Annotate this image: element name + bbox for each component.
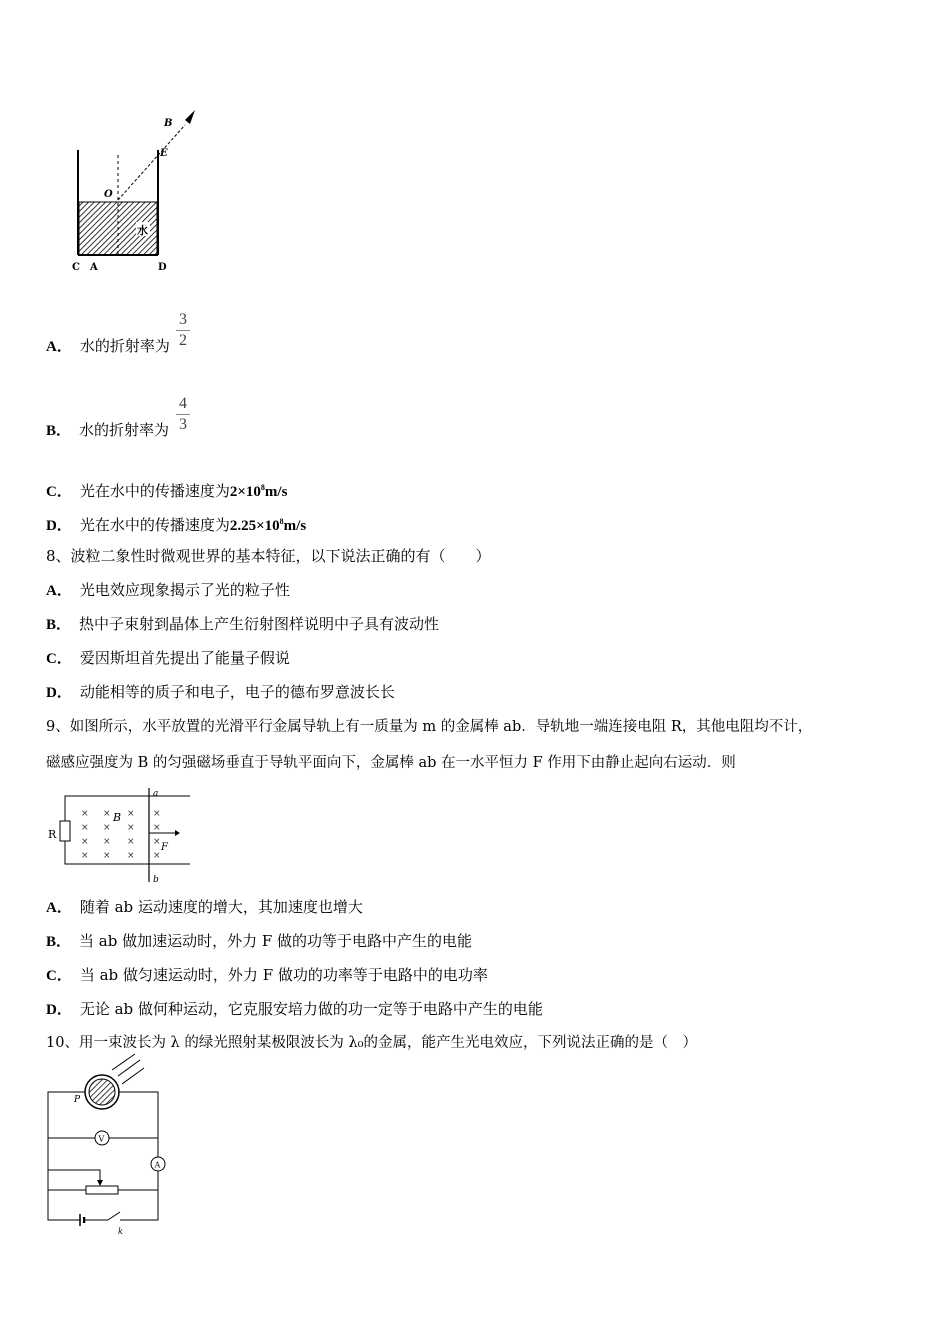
q9-option-b	[46, 931, 472, 952]
svg-text:×: ×	[81, 809, 89, 819]
photoelectric-circuit-figure	[40, 1062, 170, 1236]
label-P: P	[74, 1095, 81, 1105]
option-text: 光电效应现象揭示了光的粒子性	[79, 581, 290, 599]
q9-stem-line2: 磁感应强度为 B 的匀强磁场垂直于导轨平面向下，金属棒 ab 在一水平恒力 F 作用下由静止起向右运动．则	[46, 755, 736, 771]
label-a: a	[153, 789, 159, 799]
option-letter: C．	[46, 968, 72, 984]
q8-option-b	[46, 614, 439, 635]
svg-text:×: ×	[127, 823, 135, 833]
svg-text:×: ×	[103, 809, 111, 819]
svg-text:×: ×	[153, 851, 161, 861]
svg-text:×: ×	[153, 823, 161, 833]
svg-text:×: ×	[103, 837, 111, 847]
label-O: O	[104, 189, 113, 200]
magnetic-rail-figure	[45, 786, 195, 886]
option-letter: C．	[46, 651, 72, 667]
svg-text:×: ×	[127, 809, 135, 819]
option-text: 光在水中的传播速度为	[79, 482, 230, 500]
unit: m/s	[264, 484, 288, 500]
q7-option-d	[46, 512, 306, 536]
label-water: 水	[137, 224, 148, 237]
q9-option-d	[46, 999, 543, 1020]
svg-text:×: ×	[81, 837, 89, 847]
value: 2.25×10	[229, 518, 280, 534]
option-text: 无论 ab 做何种运动，它克服安培力做的功一定等于电路中产生的电能	[79, 1000, 543, 1018]
label-C: C	[72, 262, 80, 273]
option-text: 当 ab 做匀速运动时，外力 F 做功的功率等于电路中的电功率	[79, 966, 488, 984]
option-text: 水的折射率为	[79, 337, 170, 355]
svg-text:×: ×	[127, 837, 135, 847]
q7-option-c	[46, 478, 287, 502]
svg-text:×: ×	[103, 823, 111, 833]
unit: m/s	[283, 518, 307, 534]
q9-option-c	[46, 965, 488, 986]
option-letter: A．	[46, 583, 72, 599]
voltmeter-label: V	[98, 1134, 105, 1144]
fraction-3-2	[176, 310, 190, 351]
denominator: 2	[179, 332, 187, 349]
option-text: 热中子束射到晶体上产生衍射图样说明中子具有波动性	[79, 615, 440, 633]
q8-option-d	[46, 682, 395, 703]
svg-text:×: ×	[153, 837, 161, 847]
numerator: 3	[176, 310, 190, 331]
refraction-figure	[60, 100, 210, 275]
label-B: B	[113, 811, 122, 824]
svg-text:×: ×	[153, 809, 161, 819]
label-E: E	[160, 148, 168, 159]
option-letter: A．	[46, 900, 72, 916]
option-text: 随着 ab 运动速度的增大，其加速度也增大	[79, 898, 363, 916]
label-b: b	[153, 875, 159, 885]
q7-option-a	[46, 336, 170, 357]
svg-text:×: ×	[81, 823, 89, 833]
option-letter: D．	[46, 1002, 72, 1018]
svg-text:×: ×	[103, 851, 111, 861]
q8-option-a	[46, 580, 290, 601]
option-letter: C．	[46, 484, 72, 500]
option-letter: B．	[46, 423, 72, 439]
option-letter: A．	[46, 339, 72, 355]
exponent: 8	[260, 483, 265, 492]
option-text: 水的折射率为	[79, 421, 170, 439]
ammeter-label: A	[154, 1160, 161, 1170]
q9-stem-line1: 9、如图所示，水平放置的光滑平行金属导轨上有一质量为 m 的金属棒 ab．导轨地一端连接电阻 R，其他电阻均不计，	[46, 719, 813, 735]
option-text: 当 ab 做加速运动时，外力 F 做的功等于电路中产生的电能	[79, 932, 473, 950]
option-text: 光在水中的传播速度为	[79, 516, 230, 534]
q10-stem: 10、用一束波长为 λ 的绿光照射某极限波长为 λ₀的金属，能产生光电效应，下列说法正确的是（ ）	[46, 1035, 697, 1051]
q9-option-a	[46, 897, 363, 918]
label-B: B	[164, 118, 173, 129]
label-R: R	[48, 828, 57, 841]
option-text: 动能相等的质子和电子，电子的德布罗意波长长	[79, 683, 395, 701]
option-letter: B．	[46, 934, 72, 950]
q8-stem: 8、波粒二象性时微观世界的基本特征，以下说法正确的有（ ）	[46, 547, 491, 565]
option-text: 爱因斯坦首先提出了能量子假说	[79, 649, 290, 667]
label-k: k	[118, 1227, 123, 1236]
numerator: 4	[176, 394, 190, 415]
q7-option-b	[46, 420, 169, 441]
denominator: 3	[179, 416, 187, 433]
svg-text:×: ×	[127, 851, 135, 861]
q8-option-c	[46, 648, 290, 669]
fraction-4-3	[176, 394, 190, 435]
label-D: D	[158, 262, 167, 273]
label-A: A	[90, 262, 98, 273]
label-F: F	[161, 842, 168, 853]
option-letter: D．	[46, 518, 72, 534]
svg-text:×: ×	[81, 851, 89, 861]
exponent: 8	[279, 517, 284, 526]
value: 2×10	[229, 484, 261, 500]
option-letter: D．	[46, 685, 72, 701]
option-letter: B．	[46, 617, 72, 633]
